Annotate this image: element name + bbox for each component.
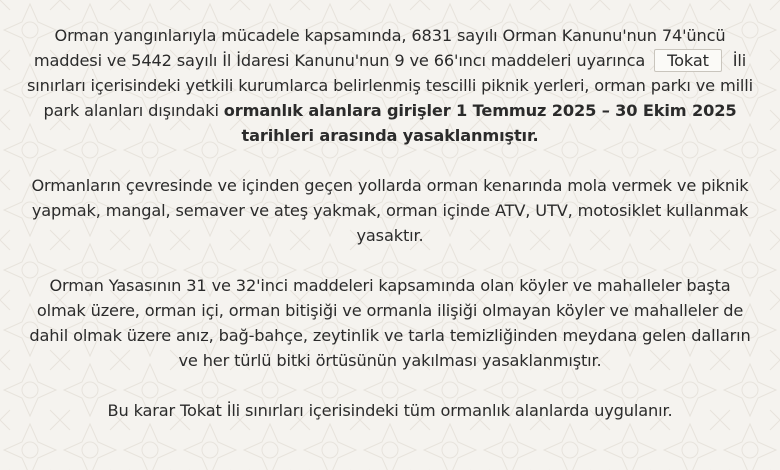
paragraph-1-intro: Orman yangınlarıyla mücadele kapsamında, 6831 sayılı Orman Kanunu'nun 74'üncü maddesi ve 5442 sayılı İl İdaresi Kanunu'nun 9 ve 66'ıncı maddeleri uyarınca	[33, 26, 726, 70]
paragraph-1-middle: İli sınırları içerisindeki yetkili kurumlarca belirlenmiş tescilli piknik yerleri, orman parkı ve milli park alanları dışındaki	[27, 51, 753, 120]
paragraph-4: Bu karar Tokat İli sınırları içerisindeki tüm ormanlık alanlarda uygulanır.	[107, 401, 673, 420]
paragraph-1-bold: ormanlık alanlara girişler 1 Temmuz 2025 – 30 Ekim 2025 tarihleri arasında yasaklanmıştır.	[223, 101, 737, 145]
paragraph-1	[0, 0, 780, 148]
paragraph-3: Orman Yasasının 31 ve 32'inci maddeleri kapsamında olan köyler ve mahalleler başta olmak üzere, orman içi, orman bitişiği ve ormanla ilişiği olmayan köyler ve mahalleler de dahil olmak üzere anız, bağ-bahçe, zeytinlik ve tarla temizliğinden meydana gelen dalların ve her türlü bitki örtüsünün yakılması yasaklanmıştır.	[29, 276, 751, 370]
paragraph-2: Ormanların çevresinde ve içinden geçen yollarda orman kenarında mola vermek ve piknik yapmak, mangal, semaver ve ateş yakmak, orman içinde ATV, UTV, motosiklet kullanmak yasaktır.	[31, 176, 749, 245]
city-field: Tokat	[654, 49, 722, 72]
